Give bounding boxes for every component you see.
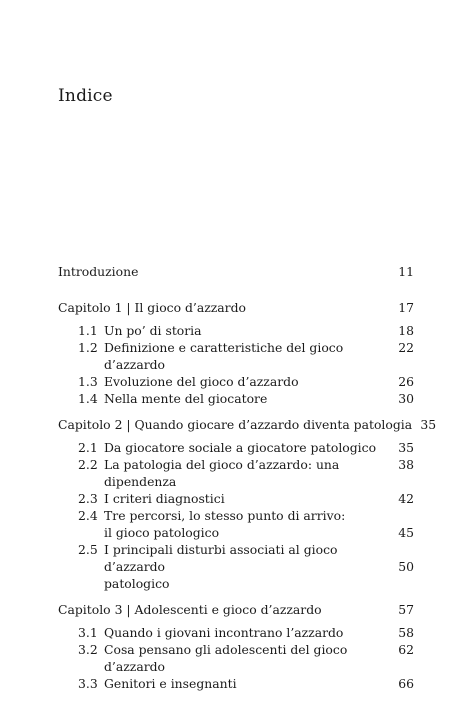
toc-section-title: Genitori e insegnanti	[104, 676, 237, 691]
toc-section	[58, 322, 414, 339]
toc-page-number: 22	[398, 340, 414, 355]
toc-section-title: Da giocatore sociale a giocatore patologico	[104, 440, 377, 455]
toc-section-title-line: il gioco patologico	[104, 525, 220, 540]
toc-section	[58, 456, 414, 490]
toc-chapter-1	[58, 299, 414, 316]
toc-page-number: 35	[398, 440, 414, 455]
toc-section-number: 2.3	[78, 491, 98, 506]
toc-page-number: 11	[398, 264, 414, 279]
toc-page-number: 57	[398, 602, 414, 617]
toc-entry-label: Introduzione	[58, 264, 139, 279]
toc-section-title-line: Tre percorsi, lo stesso punto di arrivo:	[104, 508, 346, 523]
toc-section-title-line: patologico	[104, 576, 170, 591]
toc-section-number: 2.1	[78, 440, 98, 455]
toc-section-title	[104, 507, 390, 541]
toc-section-number: 3.1	[78, 625, 98, 640]
toc-section-number: 1.4	[78, 391, 98, 406]
toc-section	[58, 390, 414, 407]
toc-section-title: Nella mente del giocatore	[104, 391, 268, 406]
toc-section-number: 3.3	[78, 676, 98, 691]
toc-page-number: 58	[398, 625, 414, 640]
toc-page-number: 26	[398, 374, 414, 389]
toc-section-number: 2.5	[78, 542, 98, 557]
toc-section	[58, 675, 414, 692]
toc-chapter-2	[58, 416, 437, 433]
toc-page-number: 18	[398, 323, 414, 338]
toc-section-number: 2.2	[78, 457, 98, 472]
toc-chapter-3	[58, 601, 414, 618]
toc-section-title: Un po’ di storia	[104, 323, 202, 338]
toc-section	[58, 624, 414, 641]
toc-section-title: La patologia del gioco d’azzardo: una dipendenza	[104, 457, 340, 489]
toc-section	[58, 641, 414, 675]
toc-page-number: 35	[420, 417, 437, 432]
toc-page-number: 42	[398, 491, 414, 506]
toc-page-number: 45	[398, 525, 414, 540]
toc-section	[58, 339, 414, 373]
toc-entry-introduction	[58, 263, 414, 280]
toc-section	[58, 373, 414, 390]
toc-section	[58, 490, 414, 507]
toc-section-title: Definizione e caratteristiche del gioco d’azzardo	[104, 340, 344, 372]
toc-section-number: 1.1	[78, 323, 98, 338]
toc-section-title: Quando i giovani incontrano l’azzardo	[104, 625, 344, 640]
toc-section	[58, 541, 414, 592]
toc-chapter-label: Capitolo 1 | Il gioco d’azzardo	[58, 300, 247, 315]
table-of-contents	[58, 263, 437, 692]
toc-page-number: 62	[398, 642, 414, 657]
toc-page-number: 38	[398, 457, 414, 472]
toc-section-title: I criteri diagnostici	[104, 491, 225, 506]
toc-section-title	[104, 541, 390, 592]
toc-section-number: 3.2	[78, 642, 98, 657]
page-title: Indice	[58, 86, 113, 106]
toc-chapter-label: Capitolo 3 | Adolescenti e gioco d’azzardo	[58, 602, 322, 617]
toc-section-title-line: I principali disturbi associati al gioco d’azzardo	[104, 542, 338, 574]
toc-chapter-label: Capitolo 2 | Quando giocare d’azzardo diventa patologia	[58, 417, 413, 432]
toc-section-number: 2.4	[78, 508, 98, 523]
toc-page-number: 17	[398, 300, 414, 315]
toc-section	[58, 439, 414, 456]
toc-section-number: 1.3	[78, 374, 98, 389]
toc-section-number: 1.2	[78, 340, 98, 355]
toc-section	[58, 507, 414, 541]
toc-page-number: 30	[398, 391, 414, 406]
toc-page-number: 50	[398, 559, 414, 574]
toc-page-number: 66	[398, 676, 414, 691]
toc-section-title: Cosa pensano gli adolescenti del gioco d’azzardo	[104, 642, 348, 674]
toc-section-title: Evoluzione del gioco d’azzardo	[104, 374, 299, 389]
